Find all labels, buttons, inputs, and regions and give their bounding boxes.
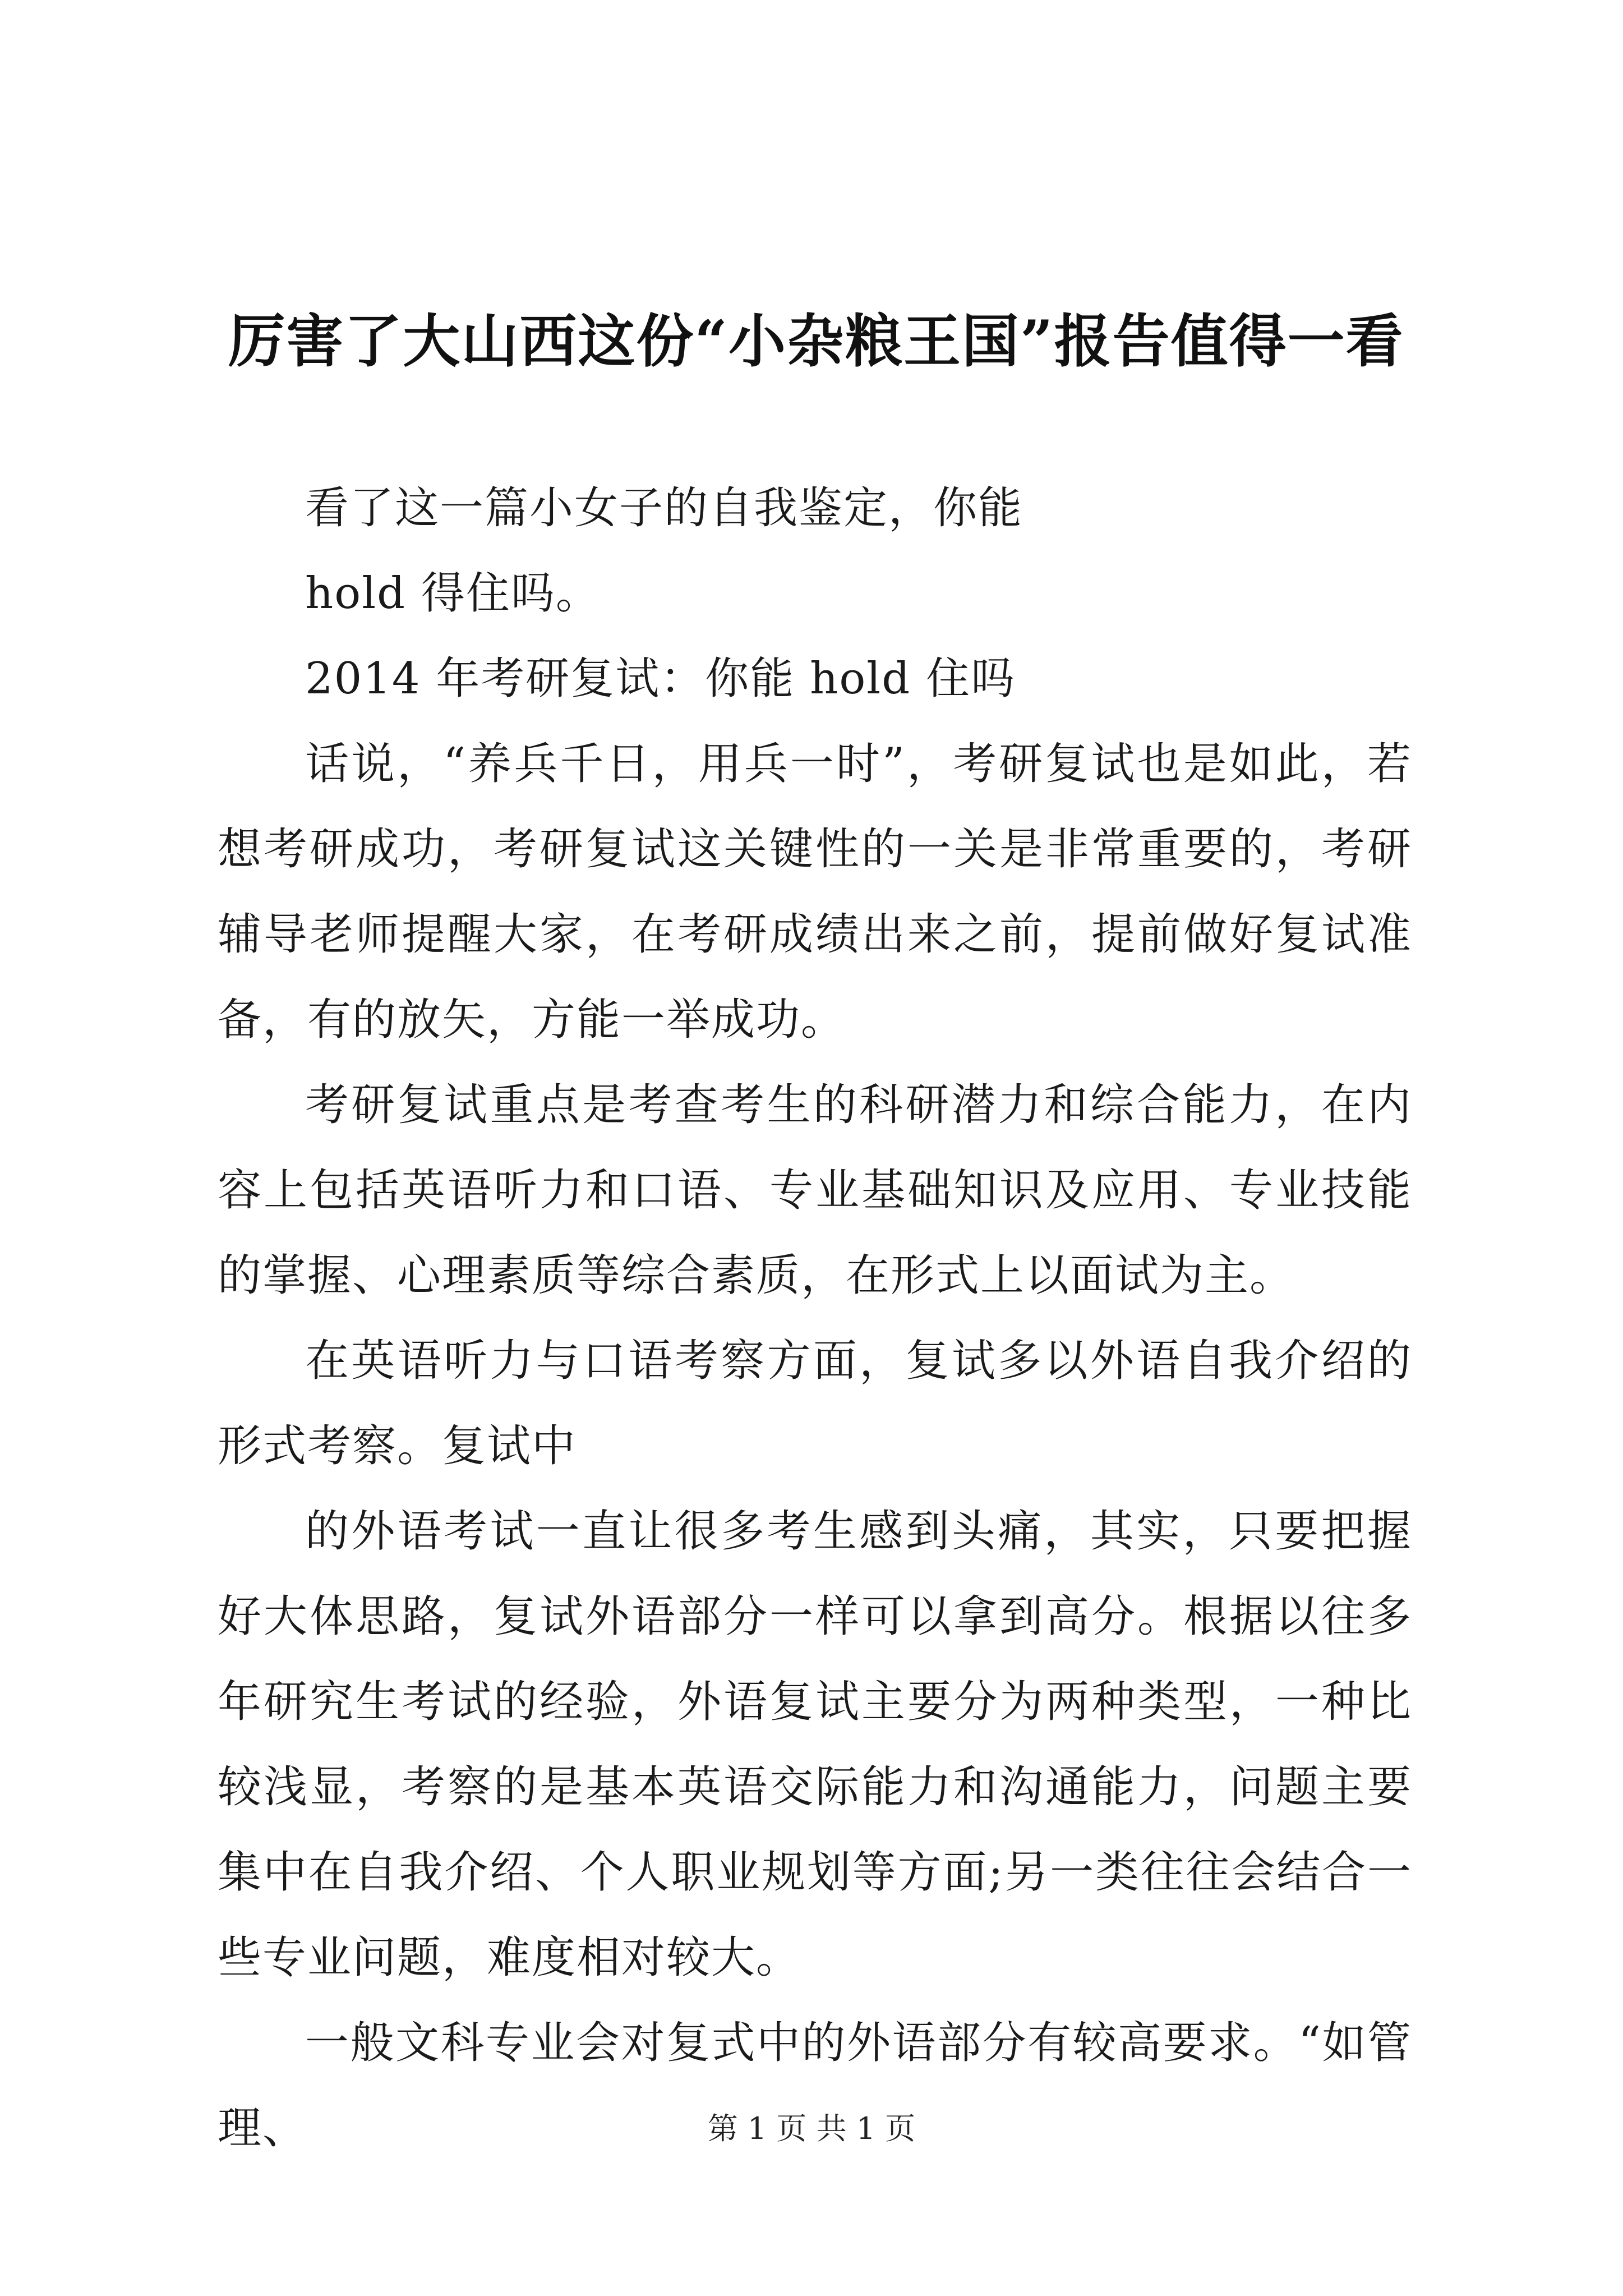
page-footer: 第 1 页 共 1 页 (707, 2111, 916, 2146)
paragraph-3: 2014 年考研复试：你能 hold 住吗 (305, 654, 1016, 704)
paragraph-5: 考研复试重点是考查考生的科研潜力和综合能力，在内容上包括英语听力和口语、专业基础知识及应用、专业技能的掌握、心理素质等综合素质，在形式上以面试为主。 (218, 1080, 1412, 1301)
paragraph-1: 看了这一篇小女子的自我鉴定，你能 (305, 483, 1023, 533)
paragraph-7: 的外语考试一直让很多考生感到头痛，其实，只要把握好大体思路，复试外语部分一样可以拿到高分。根据以往多年研究生考试的经验，外语复试主要分为两种类型，一种比较浅显，考察的是基本英语交际能力和沟通能力，问题主要集中在自我介绍、个人职业规划等方面;另一类往往会结合一些专业问题，难度相对较大。 (218, 1506, 1412, 1983)
document-title: 厉害了大山西这份“小杂粮王国”报告值得一看 (228, 308, 1404, 375)
document-body (218, 466, 1412, 2171)
paragraph-4: 话说，“养兵千日，用兵一时”，考研复试也是如此，若想考研成功，考研复试这关键性的一关是非常重要的，考研辅导老师提醒大家，在考研成绩出来之前，提前做好复试准备，有的放矢，方能一举成功。 (218, 739, 1412, 1045)
paragraph-8: 一般文科专业会对复式中的外语部分有较高要求。“如管理、 (218, 2018, 1412, 2154)
paragraph-2: hold 得住吗。 (305, 568, 601, 619)
paragraph-6: 在英语听力与口语考察方面，复试多以外语自我介绍的形式考察。复试中 (218, 1336, 1412, 1471)
